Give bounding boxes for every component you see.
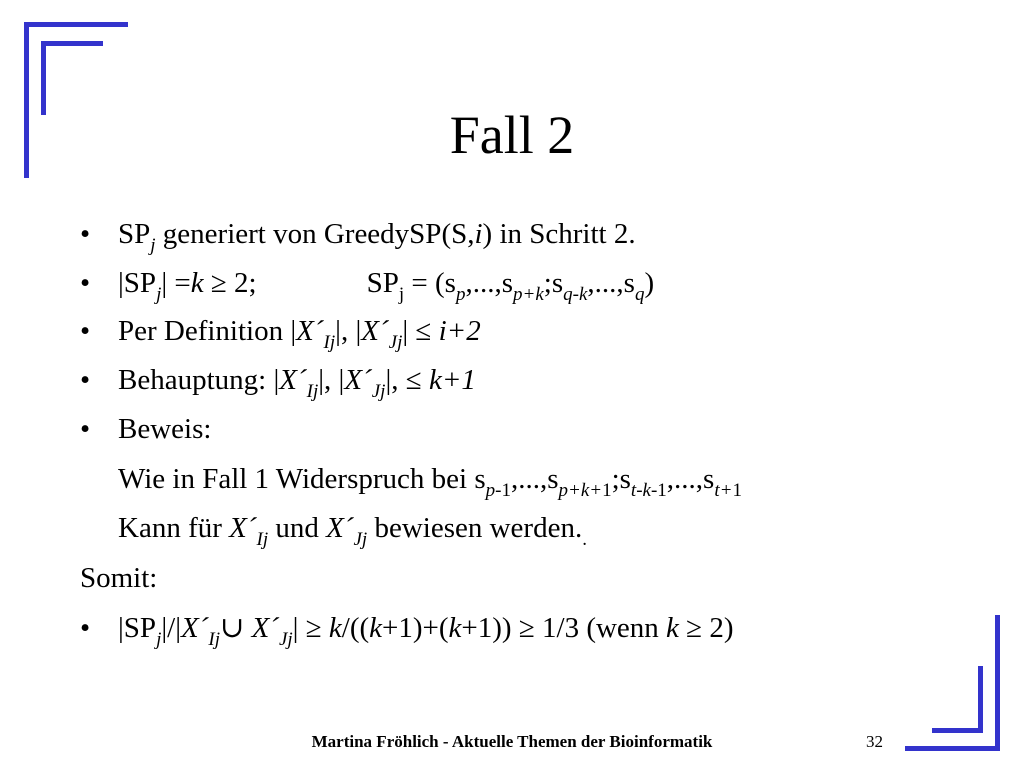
corner-frame-top-left-outer-horizontal [24, 22, 128, 27]
bullet-text: Per Definition $|X´_{Ij}|$, $|X´_{Jj}| \le i+2$ [118, 315, 481, 353]
continuation-text: Kann für $X´_{Ij}$ und $X´_{Jj}$ bewiesen $werden._.$ [118, 512, 587, 550]
bullet-marker: • [80, 364, 91, 396]
bullet-text: Beweis: [118, 413, 212, 445]
page-number: 32 [866, 732, 883, 751]
bullet-marker: • [80, 413, 91, 445]
bullet-marker: • [80, 315, 91, 347]
bullet-marker: • [80, 612, 91, 644]
bullet-text: $SP_j$ generiert von GreedySP(S,i) in Schritt 2. [118, 218, 636, 256]
footer-text: Martina Fröhlich - Aktuelle Themen der Bioinformatik [311, 732, 713, 751]
bullet-marker: • [80, 218, 91, 250]
slide-title: Fall 2 [449, 105, 575, 165]
continuation-text: Wie in Fall 1 Widerspruch bei $s_{p-1},...,s_{p+k+1};s_{t-k-1},...,s_{t+1}$ [118, 463, 742, 501]
corner-frame-bottom-right-inner-vertical [978, 666, 983, 733]
corner-frame-top-left-inner-horizontal [41, 41, 103, 46]
bullet-text: Behauptung: $|X´_{Ij}|$, $|X´_{Jj}|$, ≤ k+1 [118, 364, 476, 402]
somit-line [80, 560, 157, 596]
bullet-marker: • [80, 267, 91, 299]
bullet-text: $|SP_j|/|X´_{Ij}\cup$ $X´_{Jj}| \ge k/((k+1)+(k+1)) \ge 1/3$ (wenn k ≥ 2) [118, 612, 734, 650]
somit-text: Somit: [80, 562, 158, 594]
bullet-text: $|SP_j| =k \ge 2$; $SP_j$ = $(s_p,...,s_{p+k};s_{q-k},...,s_q)$ [118, 267, 655, 305]
